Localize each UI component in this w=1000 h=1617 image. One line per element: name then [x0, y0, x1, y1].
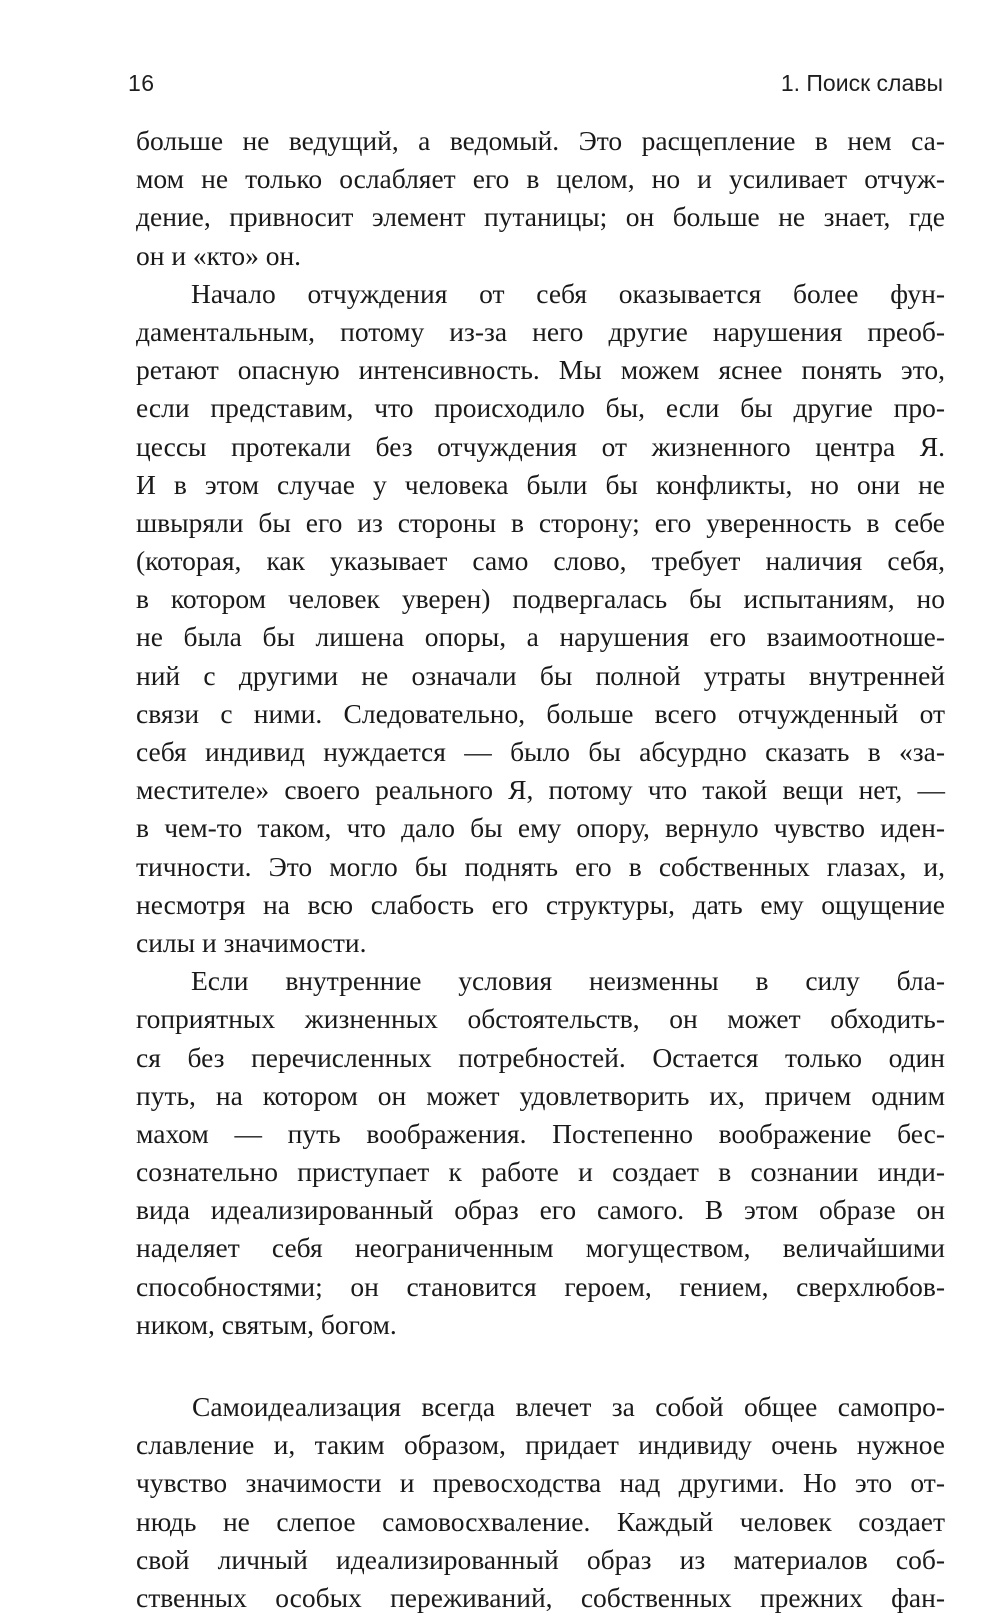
text-line: ний с другими не означали бы полной утраты внутренней [136, 659, 945, 691]
text-line: нюдь не слепое самовосхваление. Каждый человек создает [136, 1505, 945, 1537]
text-line: в чем-то таком, что дало бы ему опору, вернуло чувство иден- [136, 812, 945, 844]
text-line: цессы протекали без отчуждения от жизненного центра Я. [136, 430, 945, 462]
text-line: даментальным, потому из-за него другие нарушения преоб- [136, 315, 945, 347]
text-line: тичности. Это могло бы поднять его в собственных глазах, и, [136, 850, 945, 882]
text-line: ственных особых переживаний, собственных прежних фан- [136, 1581, 945, 1613]
text-line: Начало отчуждения от себя оказывается более фун- [191, 277, 945, 309]
text-line: не была бы лишена опоры, а нарушения его взаимоотноше- [136, 621, 945, 653]
text-line: (которая, как указывает само слово, требует наличия себя, [136, 545, 945, 577]
text-line: Самоидеализация всегда влечет за собой общее самопро- [192, 1391, 945, 1422]
text-line: путь, на котором он может удовлетворить их, причем одним [136, 1079, 945, 1111]
section-break [136, 1344, 945, 1388]
text-line: несмотря на всю слабость его структуры, дать ему ощущение [136, 888, 945, 920]
text-line: если представим, что происходило бы, если бы другие про- [136, 392, 945, 424]
text-line: силы и значимости. [136, 926, 367, 958]
text-line: вида идеализированный образ его самого. В этом образе он [136, 1194, 945, 1226]
text-line: дение, привносит элемент путаницы; он больше не знает, где [136, 201, 945, 233]
text-line: себя индивид нуждается — было бы абсурдно сказать в «за- [136, 736, 945, 767]
text-line: свой личный идеализированный образ из материалов соб- [136, 1543, 945, 1575]
text-line: больше не ведущий, а ведомый. Это расщепление в нем са- [136, 125, 945, 156]
text-line: Если внутренние условия неизменны в силу бла- [191, 965, 945, 997]
text-line: ником, святым, богом. [136, 1308, 397, 1340]
chapter-title: 1. Поиск славы [780, 70, 943, 96]
text-line: гоприятных жизненных обстоятельств, он может обходить- [136, 1003, 945, 1035]
text-line: славление и, таким образом, придает индивиду очень нужное [136, 1429, 945, 1461]
text-line: чувство значимости и превосходства над другими. Но это от- [136, 1467, 945, 1499]
text-line: швыряли бы его из стороны в сторону; его уверенность в себе [136, 506, 945, 538]
text-line: ретают опасную интенсивность. Мы можем яснее понять это, [136, 354, 945, 386]
text-line: И в этом случае у человека были бы конфликты, но они не [136, 468, 945, 500]
text-line: местителе» своего реального Я, потому что такой вещи нет, — [136, 774, 945, 806]
page-number: 16 [128, 70, 155, 96]
body-text [136, 122, 945, 1617]
text-line: махом — путь воображения. Постепенно воображение бес- [136, 1117, 945, 1149]
running-head [128, 70, 943, 106]
text-line: мом не только ослабляет его в целом, но и усиливает отчуж- [136, 163, 945, 195]
text-line: связи с ними. Следовательно, больше всего отчужденный от [136, 697, 945, 729]
text-line: ся без перечисленных потребностей. Остается только один [136, 1041, 945, 1073]
text-line: в котором человек уверен) подвергалась бы испытаниям, но [136, 583, 945, 615]
text-line: он и «кто» он. [136, 239, 302, 271]
text-line: сознательно приступает к работе и создает в сознании инди- [136, 1156, 945, 1188]
text-line: наделяет себя неограниченным могуществом, величайшими [136, 1232, 945, 1264]
text-line: способностями; он становится героем, гением, сверхлюбов- [136, 1270, 945, 1302]
